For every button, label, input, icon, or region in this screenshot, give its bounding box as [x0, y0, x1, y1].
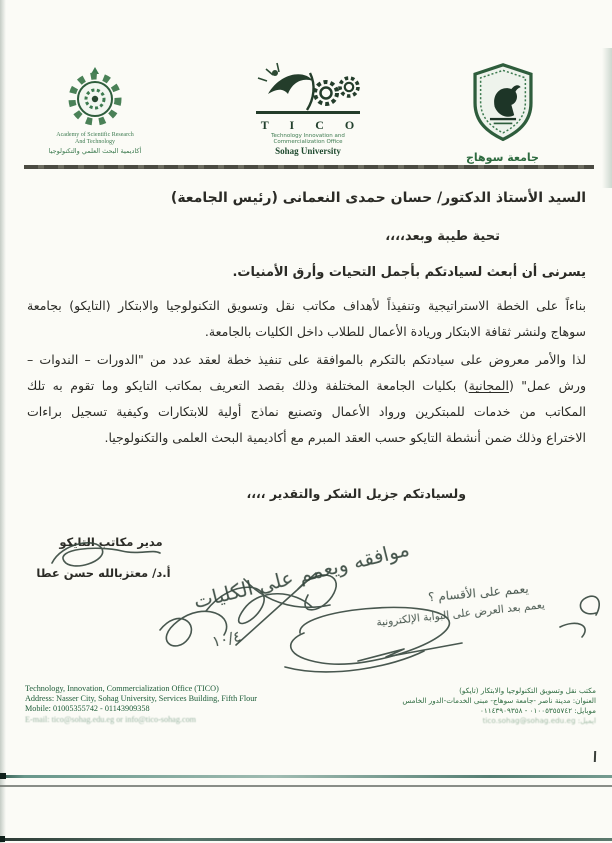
- footer-arabic: [402, 686, 596, 726]
- handwritten-signatures-ink: [0, 515, 612, 705]
- tico-emblem-icon: [252, 60, 364, 116]
- signature-name: أ.د/ معتزبالله حسن عطا: [36, 566, 171, 580]
- handwritten-approval-note: موافقه ويعمم على الكليات: [191, 536, 412, 614]
- sohag-shield-icon: [470, 62, 536, 144]
- academy-emblem-icon: [57, 66, 133, 128]
- academy-caption-en-1: Academy of Scientific Research: [56, 132, 134, 138]
- paragraph-line-with-underline: [27, 373, 586, 399]
- tico-university-name: Sohag University: [275, 146, 341, 156]
- handwritten-portal-note: يعمم بعد العرض على البوابة الإلكترونية: [375, 599, 546, 629]
- footer-mobile-en: Mobile: 01005355742 - 01143909358: [25, 704, 150, 714]
- scan-line-artifact: [0, 775, 612, 778]
- paragraph-strategy: [27, 293, 586, 345]
- scan-edge-dot: [0, 773, 6, 779]
- footer-address-ar: العنوان: مدينة ناصر -جامعة سوهاج- مبنى الخدمات-الدور الخامس: [402, 696, 596, 705]
- line-segment: ورش عمل" (: [508, 378, 586, 393]
- footer-office-ar: مكتب نقل وتسويق التكنولوجيا والابتكار (تايكو): [459, 686, 596, 695]
- academy-caption-ar: أكاديمية البحث العلمي والتكنولوجيا: [48, 147, 142, 155]
- footer-mobile-ar: موبايل: ٠١٠٠٥٣٥٥٧٤٢ - ٠١١٤٣٩٠٩٣٥٨: [479, 706, 596, 715]
- tico-acronym: T I C O: [260, 118, 364, 132]
- line-segment: ) بكليات الجامعة المختلفة وذلك بقصد التعريف بمكاتب التايكو وما تقوم به تلك: [27, 378, 469, 393]
- sohag-university-logo: [440, 62, 565, 164]
- tico-caption-en-2: Commercialization Office: [273, 139, 343, 145]
- paragraph-line: المكاتب من خدمات للمبتكرين ورواد الأعمال وتصنيع نماذج أولية للابتكارات وكيفية تسجيل براءات: [27, 404, 586, 419]
- tico-caption-en-1: Technology Innovation and: [271, 133, 345, 139]
- paragraph-line: سوهاج ولنشر ثقافة الابتكار وريادة الأعمال للطلاب داخل الكليات بالجامعة.: [204, 324, 586, 339]
- signature-title: مدير مكاتب التايكو: [59, 535, 163, 549]
- footer-email-ar: ايميل: tico.sohag@sohag.edu.eg: [482, 716, 596, 725]
- scan-line-artifact: [0, 838, 612, 841]
- paragraph-line: بناءاً على الخطة الاستراتيجية وتنفيذاً لأهداف مكاتب نقل وتسويق التكنولوجيا والابتكار (التايكو) بجامعة: [27, 298, 586, 313]
- sohag-caption-ar: جامعة سوهاج: [466, 151, 539, 164]
- paragraph-line: لذا والأمر معروض على سيادتكم بالتكرم بالموافقة على تنفيذ خطة لعقد عدد من "الدورات – الندوات –: [27, 352, 586, 367]
- academy-caption-en-2: And Technology: [75, 139, 115, 145]
- handwritten-departments-note: يعمم على الأقسام ؟: [427, 581, 530, 605]
- greeting-line: تحية طيبة وبعد،،،،: [385, 229, 500, 244]
- opening-line: يسرنى أن أبعث لسيادتكم بأجمل التحيات وأرق الأمنيات.: [232, 265, 586, 280]
- salutation-line: السيد الأستاذ الدكتور/ حسان حمدى النعمانى (رئيس الجامعة): [170, 190, 586, 206]
- academy-logo: [20, 66, 170, 156]
- scan-edge-artifact-left: [0, 0, 6, 843]
- paragraph-request: [27, 347, 586, 451]
- scan-edge-dot: [0, 836, 5, 842]
- footer-english: [25, 684, 257, 725]
- scan-line-artifact: [0, 785, 612, 787]
- paragraph-line: الاختراع وذلك ضمن أنشطة التايكو حسب العقد المبرم مع أكاديمية البحث العلمى والتكنولوجيا.: [104, 430, 586, 445]
- scan-edge-artifact-right: [602, 48, 612, 188]
- footer-address-en: Address: Nasser City, Sohag University, Services Building, Fifth Flour: [25, 694, 258, 704]
- underlined-word: المجانية: [468, 378, 509, 393]
- footer-office-en: Technology, Innovation, Commercialization Office (TICO): [25, 684, 219, 693]
- handwritten-date-note: ١٠/٤: [210, 627, 243, 651]
- scan-mark-artifact: [594, 751, 596, 762]
- closing-line: ولسيادتكم جزيل الشكر والتقدير ،،،،: [246, 486, 466, 501]
- tico-logo: [230, 60, 386, 156]
- footer-email-en: E-mail: tico@sohag.edu.eg or info@tico-sohag.com: [25, 714, 197, 724]
- header-divider: [24, 165, 594, 169]
